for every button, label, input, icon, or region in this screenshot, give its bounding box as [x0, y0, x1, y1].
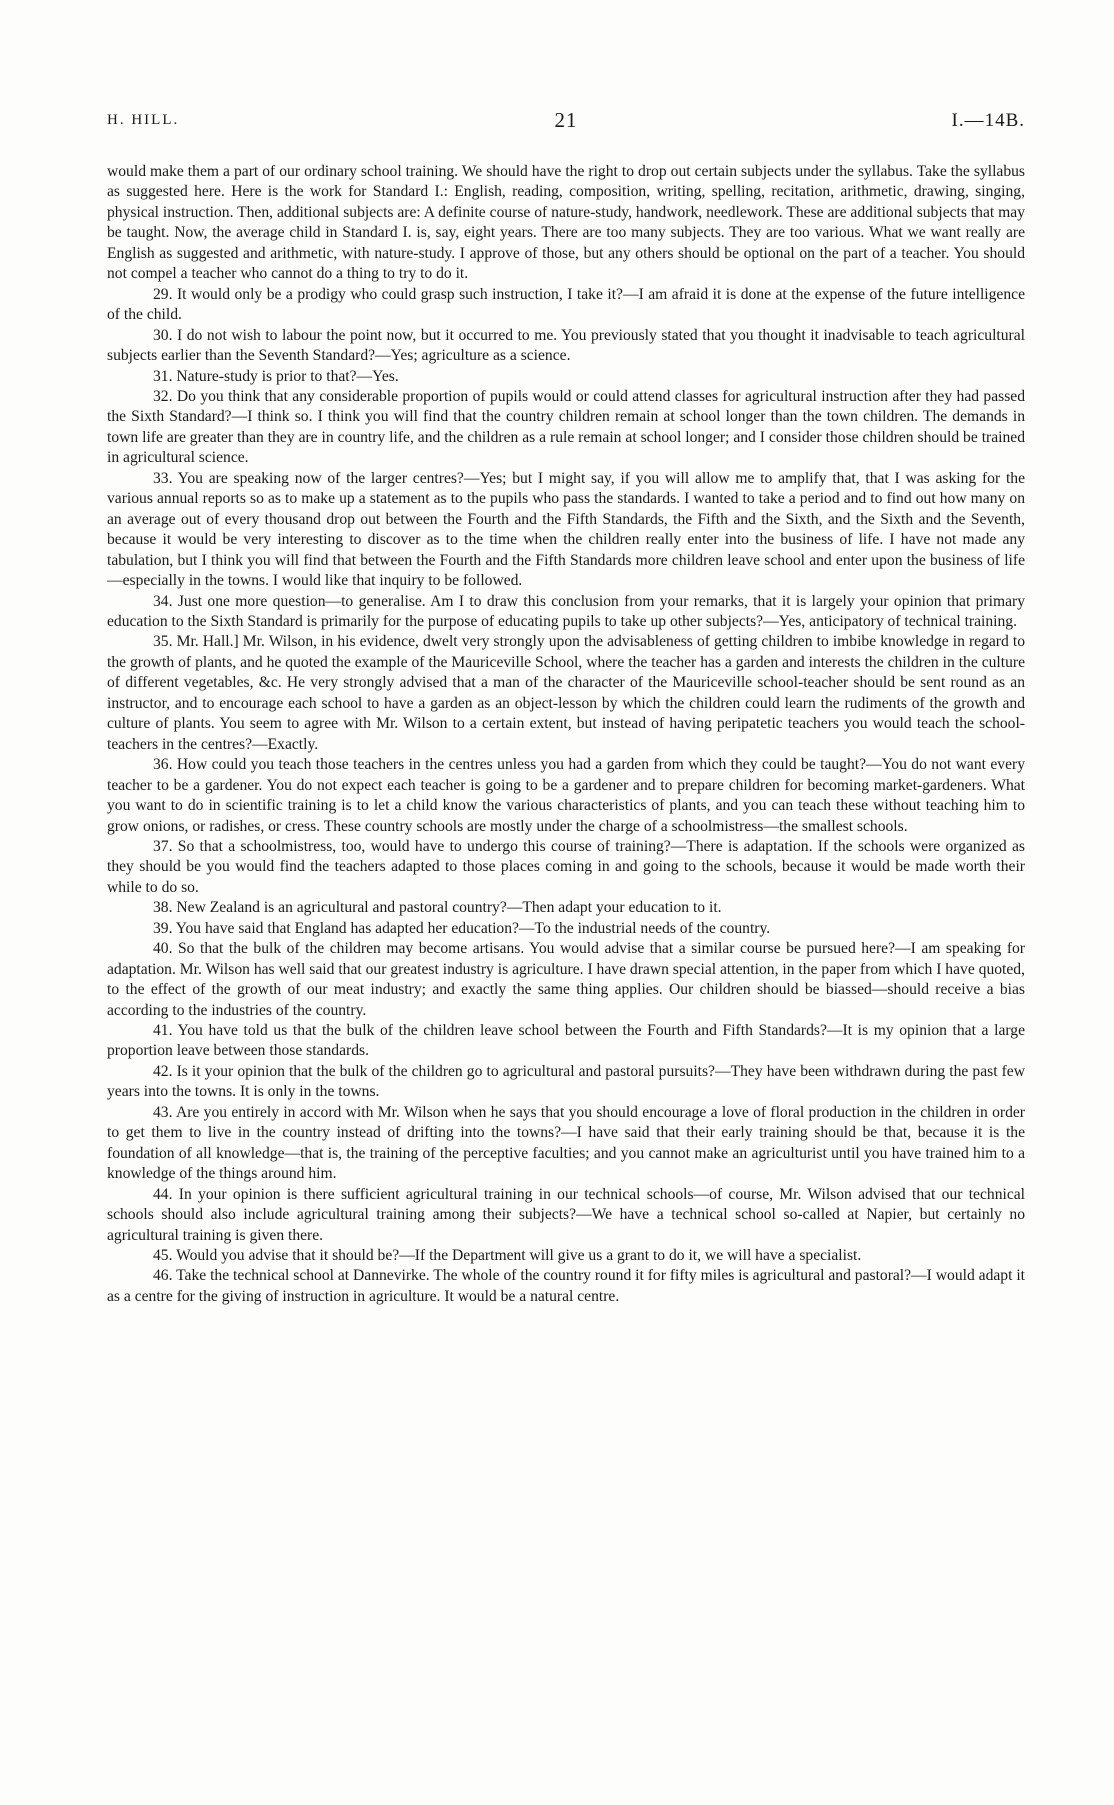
- header-witness-name: H. HILL.: [107, 112, 180, 128]
- paragraph: 45. Would you advise that it should be?—If the Department will give us a grant to do it, we will have a specialist.: [153, 1247, 862, 1265]
- paragraph: 46. Take the technical school at Dannevirke. The whole of the country round it for fifty miles is agricultural and pastoral?—I would adapt it as a centre for the giving of instruction in agriculture. It would be a natural centre.: [107, 1267, 1025, 1305]
- paragraph: 37. So that a schoolmistress, too, would have to undergo this course of training?—There is adaptation. If the schools were organized as they should be you would find the teachers adapted to those places coming in and going to the schools, because it would be made worth their while to do so.: [107, 837, 1025, 896]
- page-header: [107, 108, 1025, 138]
- paragraph: 36. How could you teach those teachers in the centres unless you had a garden from which they could be taught?—You do not want every teacher to be a gardener. You do not expect each teacher is going to be a gardener and to prepare children for becoming market-gardeners. What you want to do in scientific training is to let a child know the various characteristics of plants, and you can teach these without teaching him to grow onions, or radishes, or cress. These country schools are mostly under the charge of a schoolmistress—the smallest schools.: [107, 756, 1025, 835]
- paragraph: 33. You are speaking now of the larger centres?—Yes; but I might say, if you will allow me to amplify that, that I was asking for the various annual reports so as to make up a statement as to the pupils who pass the standards. I wanted to take a period and to find out how many on an average out of every thousand drop out between the Fourth and the Fifth Standards, the Fifth and the Sixth, and the Sixth and the Seventh, because it would be very interesting to discover as to the time when the children really enter into the business of life. I have not made any tabulation, but I think you will find that between the Fourth and the Fifth Standards more children leave school and enter upon the business of life—especially in the towns. I would like that inquiry to be followed.: [107, 469, 1025, 590]
- paragraph: 41. You have told us that the bulk of the children leave school between the Fourth and Fifth Standards?—It is my opinion that a large proportion leave between those standards.: [107, 1022, 1025, 1060]
- paragraph: 44. In your opinion is there sufficient agricultural training in our technical schools—of course, Mr. Wilson advised that our technical schools should also include agricultural training among their subjects?—We have a technical school so-called at Napier, but certainly no agricultural training is given there.: [107, 1185, 1025, 1244]
- paragraph: 35. Mr. Hall.] Mr. Wilson, in his evidence, dwelt very strongly upon the advisableness of getting children to imbibe knowledge in regard to the growth of plants, and he quoted the example of the Mauriceville School, where the teacher has a garden and interests the children in the culture of different vegetables, &c. He very strongly advised that a man of the character of the Mauriceville school-teacher should be sent round as an instructor, and to encourage each school to have a garden as an object-lesson by which the children could learn the rudiments of the growth and culture of plants. You seem to agree with Mr. Wilson to a certain extent, but instead of having peripatetic teachers you would teach the school-teachers in the centres?—Exactly.: [107, 633, 1025, 753]
- paragraph: would make them a part of our ordinary school training. We should have the right to drop out certain subjects under the syllabus. Take the syllabus as suggested here. Here is the work for Standard I.: English, reading, composition, writing, spelling, recitation, arithmetic, drawing, singing, physical instruction. Then, additional subjects are: A definite course of nature-study, handwork, needlework. These are additional subjects that may be taught. Now, the average child in Standard I. is, say, eight years. There are too many subjects. They are too various. What we want really are English as suggested and arithmetic, with nature-study. I approve of those, but any others should be optional on the part of a teacher. You should not compel a teacher who cannot do a thing to try to do it.: [107, 163, 1025, 283]
- paragraph: 38. New Zealand is an agricultural and pastoral country?—Then adapt your education to it.: [153, 899, 722, 917]
- paragraph: 30. I do not wish to labour the point now, but it occurred to me. You previously stated that you thought it inadvisable to teach agricultural subjects earlier than the Seventh Standard?—Yes; agriculture as a science.: [107, 326, 1025, 365]
- paragraph: 43. Are you entirely in accord with Mr. Wilson when he says that you should encourage a love of floral production in the children in order to get them to live in the country instead of drifting into the towns?—I have said that their early training should be that, because it is the foundation of all knowledge—that is, the training of the perceptive faculties; and you cannot make an agriculturist until you have trained him to a knowledge of the things around him.: [107, 1103, 1025, 1183]
- page-number: 21: [554, 108, 578, 132]
- paragraph: 29. It would only be a prodigy who could grasp such instruction, I take it?—I am afraid it is done at the expense of the future intelligence of the child.: [107, 285, 1025, 324]
- paragraph: 32. Do you think that any considerable proportion of pupils would or could attend classes for agricultural instruction after they had passed the Sixth Standard?—I think so. I think you will find that the country children remain at school longer than the town children. The demands in town life are greater than they are in country life, and the children as a rule remain at school longer; and I consider those children should be trained in agricultural science.: [107, 387, 1025, 467]
- paragraph: 40. So that the bulk of the children may become artisans. You would advise that a similar course be pursued here?—I am speaking for adaptation. Mr. Wilson has well said that our greatest industry is agriculture. I have drawn special attention, in the paper from which I have quoted, to the effect of the growth of our meat industry; and exactly the same thing applies. Our children should be biassed—should receive a bias according to the industries of the country.: [107, 940, 1025, 1019]
- paragraph: 42. Is it your opinion that the bulk of the children go to agricultural and pastoral pursuits?—They have been withdrawn during the past few years into the towns. It is only in the towns.: [107, 1062, 1025, 1101]
- paragraph: 39. You have said that England has adapted her education?—To the industrial needs of the country.: [153, 919, 771, 937]
- evidence-text: [107, 162, 1025, 1307]
- paragraph: 34. Just one more question—to generalise. Am I to draw this conclusion from your remarks, that it is largely your opinion that primary education to the Sixth Standard is primarily for the purpose of educating pupils to take up other subjects?—Yes, anticipatory of technical training.: [107, 592, 1025, 630]
- paragraph: 31. Nature-study is prior to that?—Yes.: [153, 367, 399, 385]
- document-reference: I.—14B.: [951, 110, 1025, 131]
